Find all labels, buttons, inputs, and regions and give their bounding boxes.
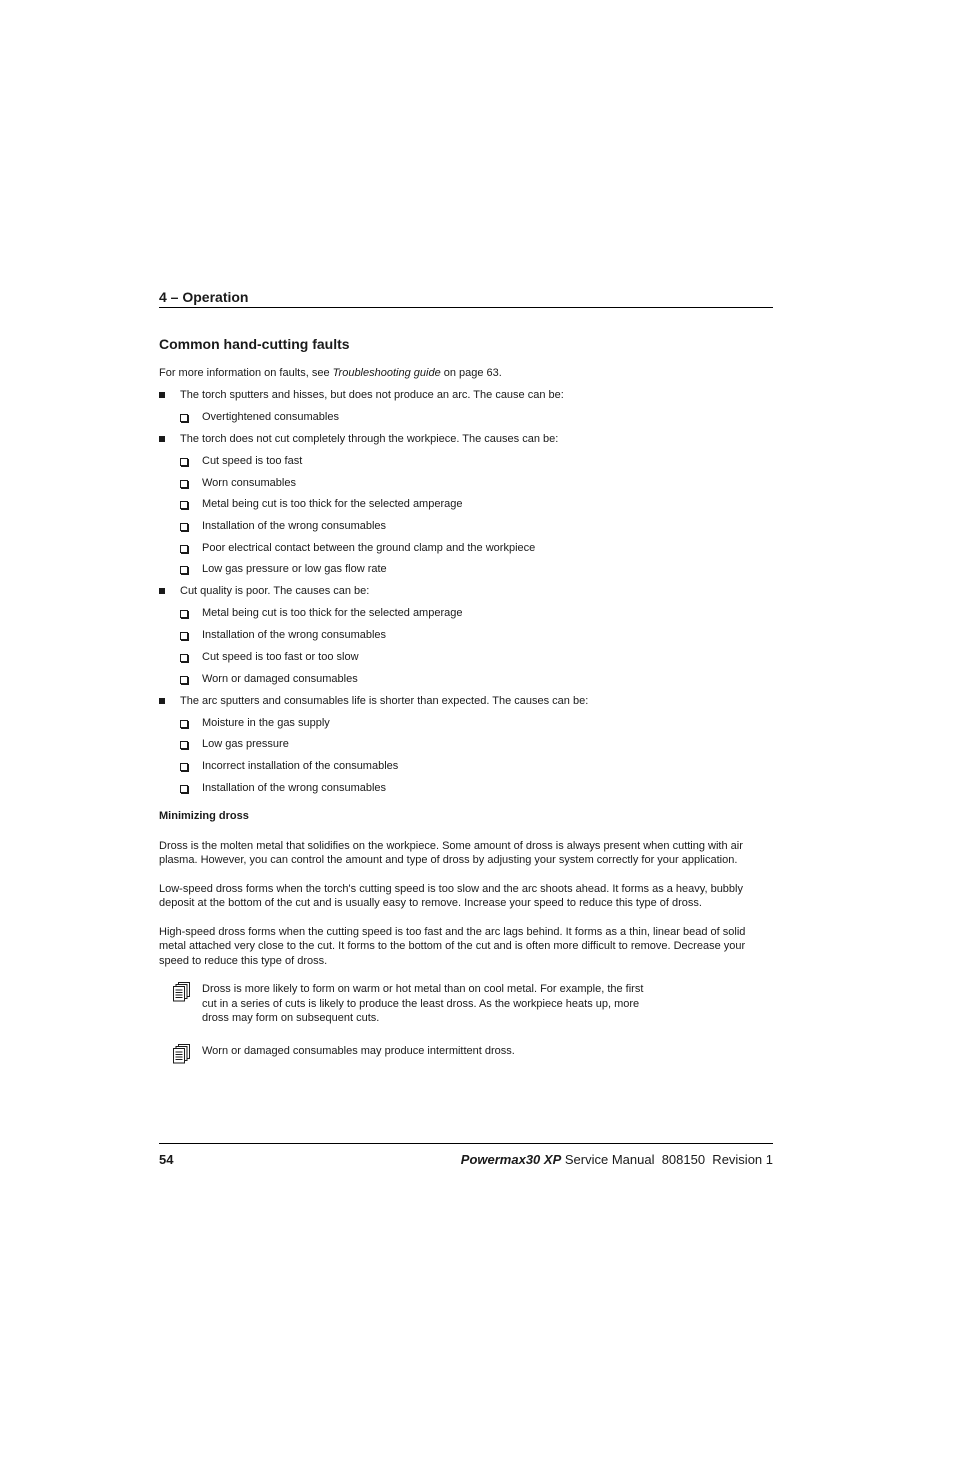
product-name: Powermax30 XP (460, 1152, 562, 1167)
hollow-square-bullet-icon (180, 501, 188, 509)
cause-text: Installation of the wrong consumables (202, 629, 387, 642)
filled-square-bullet-icon (159, 392, 165, 398)
header-rule (159, 307, 773, 308)
manual-page (159, 0, 773, 1475)
cause-item (180, 410, 773, 424)
intro-text (159, 366, 773, 380)
cause-item (180, 737, 773, 751)
document-reference: Service Manual 808150 Revision 1 (564, 1152, 773, 1167)
intro-suffix: on page 63. (440, 367, 502, 379)
note (159, 982, 652, 1026)
fault-text: The arc sputters and consumables life is shorter than expected. The causes can be: (180, 694, 589, 707)
hollow-square-bullet-icon (180, 566, 188, 574)
cause-text: Cut speed is too fast or too slow (202, 650, 359, 663)
fault-item (159, 694, 773, 795)
dross-paragraph: High-speed dross forms when the cutting speed is too fast and the arc lags behind. It forms as a thin, linear bead of solid metal attached very close to the cut. It forms to the bottom of the cut and is often more difficult to remove. Decrease your speed to reduce this type of dross. (159, 925, 746, 967)
cause-text: Overtightened consumables (202, 411, 339, 423)
note (159, 1044, 652, 1059)
fault-item (159, 432, 773, 576)
hollow-square-bullet-icon (180, 785, 188, 793)
cause-item (180, 606, 773, 620)
chapter-heading: 4 – Operation (159, 289, 249, 305)
hollow-square-bullet-icon (180, 720, 188, 728)
cause-item (180, 716, 773, 730)
footer-rule (159, 1143, 773, 1144)
cause-item (180, 454, 773, 468)
cause-item (180, 650, 773, 664)
hollow-square-bullet-icon (180, 480, 188, 488)
cause-text: Metal being cut is too thick for the selected amperage (202, 498, 463, 511)
hollow-square-bullet-icon (180, 632, 188, 640)
fault-item (159, 584, 773, 685)
hollow-square-bullet-icon (180, 654, 188, 662)
cause-item (180, 628, 773, 642)
fault-item (159, 388, 773, 424)
cause-text: Cut speed is too fast (202, 455, 303, 467)
cause-text: Moisture in the gas supply (202, 716, 330, 729)
hollow-square-bullet-icon (180, 610, 188, 618)
cause-list (180, 716, 773, 795)
page-content (159, 335, 773, 1058)
cause-text: Worn consumables (202, 476, 296, 489)
fault-text: The torch does not cut completely through the workpiece. The causes can be: (180, 433, 559, 445)
page-number: 54 (159, 1152, 174, 1167)
troubleshooting-guide-reference: Troubleshooting guide (332, 367, 441, 379)
hollow-square-bullet-icon (180, 763, 188, 771)
hollow-square-bullet-icon (180, 458, 188, 466)
section-title: Common hand-cutting faults (159, 336, 350, 352)
fault-list (159, 388, 773, 795)
cause-text: Low gas pressure or low gas flow rate (202, 563, 387, 576)
cause-text: Metal being cut is too thick for the selected amperage (202, 607, 463, 620)
cause-text: Installation of the wrong consumables (202, 520, 387, 533)
filled-square-bullet-icon (159, 436, 165, 442)
intro-prefix: For more information on faults, see (159, 367, 333, 379)
fault-text: Cut quality is poor. The causes can be: (180, 585, 370, 598)
cause-item (180, 497, 773, 511)
cause-item (180, 781, 773, 795)
hollow-square-bullet-icon (180, 676, 188, 684)
filled-square-bullet-icon (159, 698, 165, 704)
dross-paragraph: Dross is the molten metal that solidifies on the workpiece. Some amount of dross is always present when cutting with air plasma. However, you can control the amount and type of dross by adjusting your system correctly for your application. (159, 839, 743, 867)
cause-text: Installation of the wrong consumables (202, 781, 387, 794)
cause-item (180, 672, 773, 686)
footer-document-info (461, 1152, 773, 1168)
filled-square-bullet-icon (159, 588, 165, 594)
note-text: Worn or damaged consumables may produce intermittent dross. (202, 1044, 515, 1057)
cause-item (180, 541, 773, 555)
cause-list (180, 606, 773, 685)
cause-item (180, 519, 773, 533)
cause-text: Poor electrical contact between the ground clamp and the workpiece (202, 541, 536, 554)
fault-text: The torch sputters and hisses, but does not produce an arc. The cause can be: (180, 389, 564, 401)
hollow-square-bullet-icon (180, 741, 188, 749)
cause-text: Low gas pressure (202, 738, 289, 751)
dross-paragraph: Low-speed dross forms when the torch's cutting speed is too slow and the arc shoots ahead. It forms as a heavy, bubbly deposit at the bottom of the cut and is usually easy to remove. Increase your speed to reduce this type of dross. (159, 882, 743, 910)
hollow-square-bullet-icon (180, 545, 188, 553)
cause-text: Worn or damaged consumables (202, 672, 358, 685)
minimizing-dross-heading: Minimizing dross (159, 809, 249, 822)
note-icon (173, 1044, 191, 1064)
cause-text: Incorrect installation of the consumables (202, 759, 399, 772)
cause-item (180, 759, 773, 773)
cause-list (180, 454, 773, 576)
note-text: Dross is more likely to form on warm or hot metal than on cool metal. For example, the first cut in a series of cuts is likely to produce the least dross. As the workpiece heats up, more dross may form on subsequent cuts. (202, 983, 644, 1025)
cause-list (180, 410, 773, 424)
cause-item (180, 476, 773, 490)
note-icon (173, 982, 191, 1002)
hollow-square-bullet-icon (180, 523, 188, 531)
hollow-square-bullet-icon (180, 414, 188, 422)
cause-item (180, 562, 773, 576)
